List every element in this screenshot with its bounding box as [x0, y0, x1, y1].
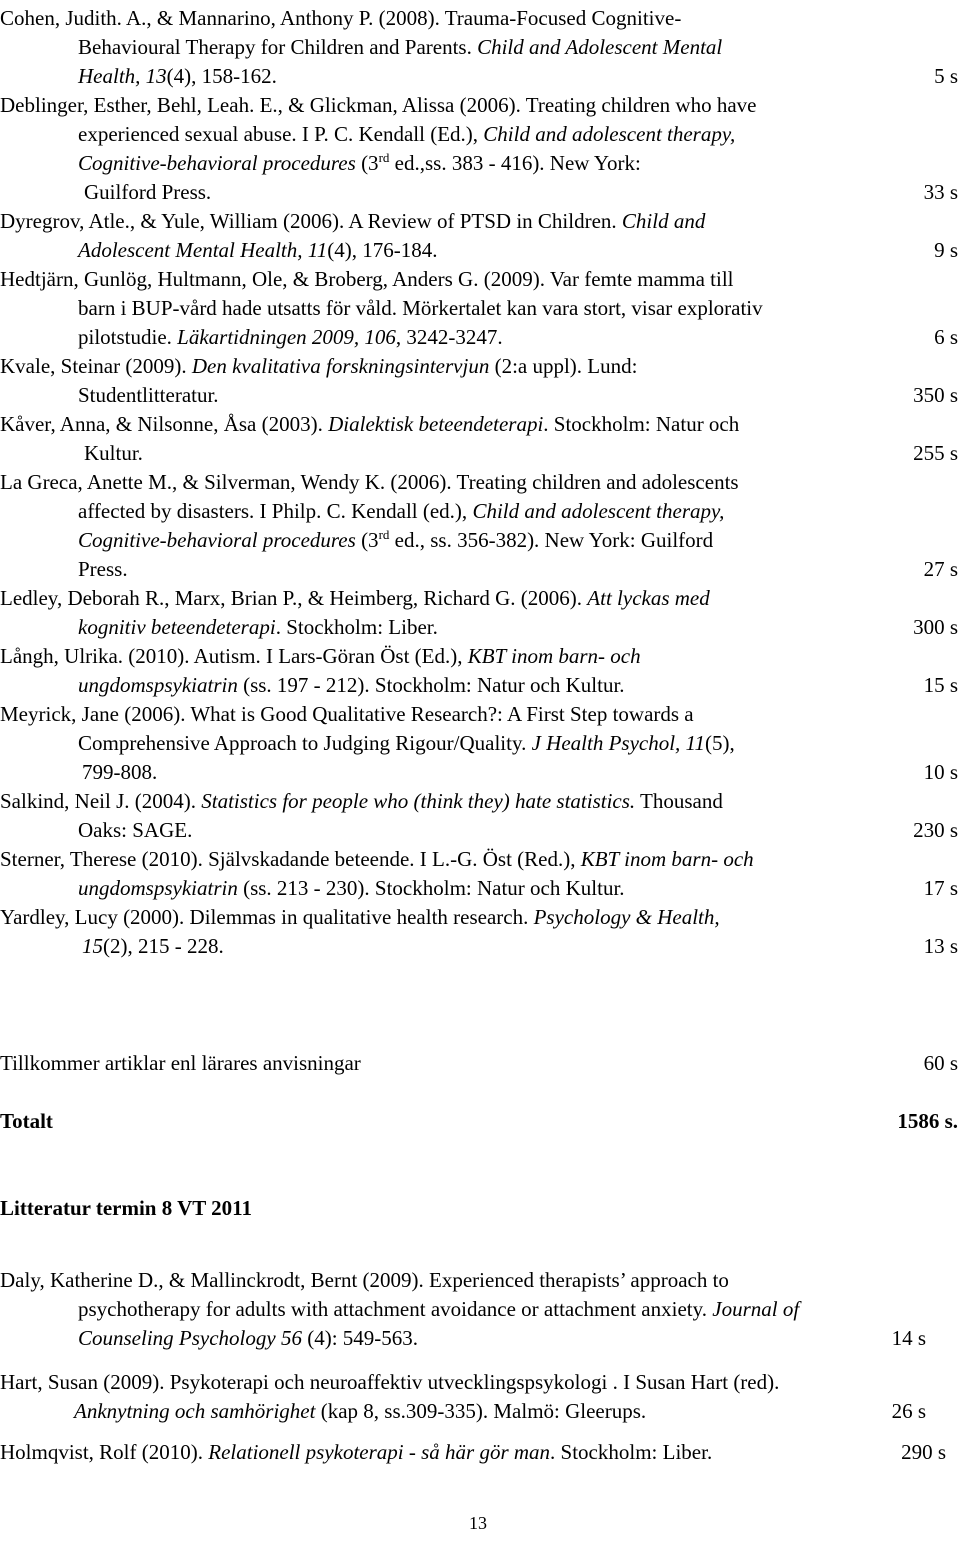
page-count: 13 s — [923, 934, 958, 958]
page-count: 26 s — [891, 1399, 926, 1423]
reference-lagreca-line-2: affected by disasters. I Philp. C. Kendall (ed.), Child and adolescent therapy, — [78, 499, 725, 523]
reference-langh-line-2: ungdomspsykiatrin (ss. 197 - 212). Stockholm: Natur och Kultur. — [78, 673, 625, 697]
reference-dyregrov-line-1: Dyregrov, Atle., & Yule, William (2006). A Review of PTSD in Children. Child and — [0, 209, 706, 233]
section-heading: Litteratur termin 8 VT 2011 — [0, 1196, 252, 1220]
reference-daly-line-3: Counseling Psychology 56 (4): 549-563. — [78, 1326, 419, 1350]
reference-sterner-line-2: ungdomspsykiatrin (ss. 213 - 230). Stockholm: Natur och Kultur. — [78, 876, 625, 900]
total-label: Totalt — [0, 1109, 53, 1133]
page-count: 350 s — [913, 383, 958, 407]
reference-meyrick-line-1: Meyrick, Jane (2006). What is Good Qualitative Research?: A First Step towards a — [0, 702, 694, 726]
reference-yardley-line-2: 15(2), 215 - 228. — [82, 934, 224, 958]
reference-lagreca-line-4: Press. — [78, 557, 128, 581]
additional-articles-text: Tillkommer artiklar enl lärares anvisningar — [0, 1051, 361, 1075]
reference-cohen-line-2: Behavioural Therapy for Children and Parents. Child and Adolescent Mental — [78, 35, 723, 59]
page-count: 300 s — [913, 615, 958, 639]
reference-hedtjarn-line-1: Hedtjärn, Gunlög, Hultmann, Ole, & Broberg, Anders G. (2009). Var femte mamma till — [0, 267, 734, 291]
page-count: 9 s — [934, 238, 958, 262]
reference-cohen-line-1: Cohen, Judith. A., & Mannarino, Anthony P. (2008). Trauma-Focused Cognitive- — [0, 6, 682, 30]
reference-deblinger-line-1: Deblinger, Esther, Behl, Leah. E., & Glickman, Alissa (2006). Treating children who have — [0, 93, 757, 117]
page-count: 5 s — [934, 64, 958, 88]
reference-daly-line-2: psychotherapy for adults with attachment avoidance or attachment anxiety. Journal of — [78, 1297, 800, 1321]
page-count: 10 s — [923, 760, 958, 784]
total-value: 1586 s. — [897, 1109, 958, 1133]
reference-deblinger-line-3: Cognitive-behavioral procedures (3rd ed.,ss. 383 - 416). New York: — [78, 150, 641, 175]
reference-daly-line-1: Daly, Katherine D., & Mallinckrodt, Bernt (2009). Experienced therapists’ approach to — [0, 1268, 729, 1292]
reference-kaver-line-1: Kåver, Anna, & Nilsonne, Åsa (2003). Dialektisk beteendeterapi. Stockholm: Natur och — [0, 412, 740, 436]
reference-deblinger-line-4: Guilford Press. — [84, 180, 212, 204]
additional-articles-pages: 60 s — [923, 1051, 958, 1075]
reference-meyrick-line-3: 799-808. — [82, 760, 158, 784]
reference-ledley-line-1: Ledley, Deborah R., Marx, Brian P., & Heimberg, Richard G. (2006). Att lyckas med — [0, 586, 710, 610]
page-count: 33 s — [923, 180, 958, 204]
reference-lagreca-line-3: Cognitive-behavioral procedures (3rd ed., ss. 356-382). New York: Guilford — [78, 527, 714, 552]
page-number: 13 — [469, 1513, 487, 1533]
reference-yardley-line-1: Yardley, Lucy (2000). Dilemmas in qualitative health research. Psychology & Health, — [0, 905, 720, 929]
page-count: 15 s — [923, 673, 958, 697]
reference-dyregrov-line-2: Adolescent Mental Health, 11(4), 176-184. — [78, 238, 438, 262]
reference-hart-line-1: Hart, Susan (2009). Psykoterapi och neuroaffektiv utvecklingspsykologi . I Susan Hart (red). — [0, 1370, 780, 1394]
reference-kaver-line-2: Kultur. — [84, 441, 143, 465]
reference-langh-line-1: Långh, Ulrika. (2010). Autism. I Lars-Göran Öst (Ed.), KBT inom barn- och — [0, 644, 641, 668]
page-count: 17 s — [923, 876, 958, 900]
reference-sterner-line-1: Sterner, Therese (2010). Självskadande beteende. I L.-G. Öst (Red.), KBT inom barn- och — [0, 847, 754, 871]
page-count: 6 s — [934, 325, 958, 349]
reference-hedtjarn-line-2: barn i BUP-vård hade utsatts för våld. Mörkertalet kan vara stort, visar explorativ — [78, 296, 763, 320]
reference-deblinger-line-2: experienced sexual abuse. I P. C. Kendall (Ed.), Child and adolescent therapy, — [78, 122, 736, 146]
reference-hedtjarn-line-3: pilotstudie. Läkartidningen 2009, 106, 3242-3247. — [78, 325, 503, 349]
reference-kvale-line-1: Kvale, Steinar (2009). Den kvalitativa forskningsintervjun (2:a uppl). Lund: — [0, 354, 638, 378]
reference-hart-line-2: Anknytning och samhörighet (kap 8, ss.309-335). Malmö: Gleerups. — [74, 1399, 647, 1423]
reference-holmqvist-line-1: Holmqvist, Rolf (2010). Relationell psykoterapi - så här gör man. Stockholm: Liber. — [0, 1440, 713, 1464]
reference-salkind-line-1: Salkind, Neil J. (2004). Statistics for people who (think they) hate statistics. Thousand — [0, 789, 723, 813]
reference-salkind-line-2: Oaks: SAGE. — [78, 818, 193, 842]
page-count: 255 s — [913, 441, 958, 465]
page-count: 290 s — [901, 1440, 946, 1464]
reference-lagreca-line-1: La Greca, Anette M., & Silverman, Wendy K. (2006). Treating children and adolescents — [0, 470, 739, 494]
page-count: 14 s — [891, 1326, 926, 1350]
reference-kvale-line-2: Studentlitteratur. — [78, 383, 219, 407]
page-count: 27 s — [923, 557, 958, 581]
reference-meyrick-line-2: Comprehensive Approach to Judging Rigour/Quality. J Health Psychol, 11(5), — [78, 731, 735, 755]
reference-ledley-line-2: kognitiv beteendeterapi. Stockholm: Liber. — [78, 615, 438, 639]
page-count: 230 s — [913, 818, 958, 842]
reference-cohen-line-3: Health, 13(4), 158-162. — [78, 64, 277, 88]
